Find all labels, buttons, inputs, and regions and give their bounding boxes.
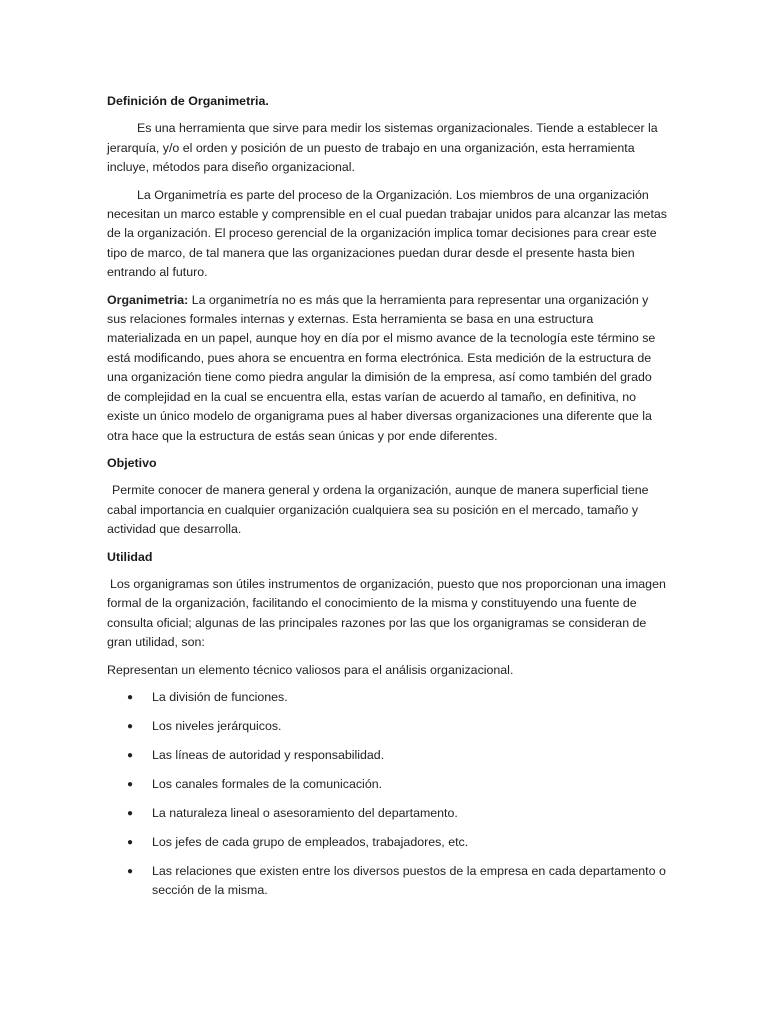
list-item-text: Los canales formales de la comunicación. xyxy=(152,776,383,791)
bullet-icon: ● xyxy=(127,807,134,819)
definition-paragraph xyxy=(107,291,667,446)
definition-term: Organimetria: xyxy=(107,292,189,307)
list-item-text: La división de funciones. xyxy=(152,689,288,704)
document-page xyxy=(107,92,667,910)
list-item-text: Las líneas de autoridad y responsabilidad. xyxy=(152,747,385,762)
list-item xyxy=(107,717,667,736)
list-item-text: Los jefes de cada grupo de empleados, trabajadores, etc. xyxy=(152,834,469,849)
document-title: Definición de Organimetria. xyxy=(107,94,269,108)
intro-paragraph-1: Es una herramienta que sirve para medir los sistemas organizacionales. Tiende a establecer la jerarquía, y/o el orden y posición de un puesto de trabajo en una organización, esta herramienta incluye, métodos para diseño organizacional. xyxy=(107,121,658,175)
list-item xyxy=(107,804,667,823)
utilidad-paragraph: Los organigramas son útiles instrumentos de organización, puesto que nos proporcionan una imagen formal de la organización, facilitando el conocimiento de la misma y constituyendo una fuente de consulta oficial; algunas de las principales razones por las que los organigramas se consideran de gran utilidad, son: xyxy=(107,576,666,650)
list-item xyxy=(107,775,667,794)
intro-paragraph-2: La Organimetría es parte del proceso de la Organización. Los miembros de una organización necesitan un marco estable y comprensible en el cual puedan trabajar unidos para alcanzar las metas de la organización. El proceso gerencial de la organización implica tomar decisiones para crear este tipo de marco, de tal manera que las organizaciones puedan durar desde el presente hasta bien entrando al futuro. xyxy=(107,187,667,280)
list-intro: Representan un elemento técnico valiosos para el análisis organizacional. xyxy=(107,662,514,677)
utilidad-list xyxy=(107,688,667,901)
list-item xyxy=(107,862,667,901)
list-item-text: Los niveles jerárquicos. xyxy=(152,718,282,733)
utilidad-heading: Utilidad xyxy=(107,549,153,564)
definition-text: La organimetría no es más que la herramienta para representar una organización y sus relaciones formales internas y externas. Esta herramienta se basa en una estructura materializada en un papel, aunque hoy en día por el mismo avance de la tecnología este término se está modificando, pues ahora se encuentra en forma electrónica. Esta medición de la estructura de una organización tiene como piedra angular la dimisión de la empresa, así como también del grado de complejidad en la cual se encuentra ella, estas varían de acuerdo al tamaño, en definitiva, no existe un único modelo de organigrama pues al haber diversas organizaciones una diferente que la otra hace que la estructura de estás sean únicas y por ende diferentes. xyxy=(107,292,656,443)
list-item xyxy=(107,688,667,707)
objetivo-paragraph: Permite conocer de manera general y ordena la organización, aunque de manera superficial tiene cabal importancia en cualquier organización cualquiera sea su posición en el mercado, tamaño y actividad que desarrolla. xyxy=(107,483,649,537)
bullet-icon: ● xyxy=(127,691,134,703)
bullet-icon: ● xyxy=(127,865,134,877)
list-item xyxy=(107,746,667,765)
objetivo-heading: Objetivo xyxy=(107,455,157,470)
bullet-icon: ● xyxy=(127,836,134,848)
bullet-icon: ● xyxy=(127,778,134,790)
list-item-text: Las relaciones que existen entre los diversos puestos de la empresa en cada departamento o sección de la misma. xyxy=(152,863,666,898)
list-item xyxy=(107,833,667,852)
bullet-icon: ● xyxy=(127,749,134,761)
bullet-icon: ● xyxy=(127,720,134,732)
list-item-text: La naturaleza lineal o asesoramiento del departamento. xyxy=(152,805,458,820)
